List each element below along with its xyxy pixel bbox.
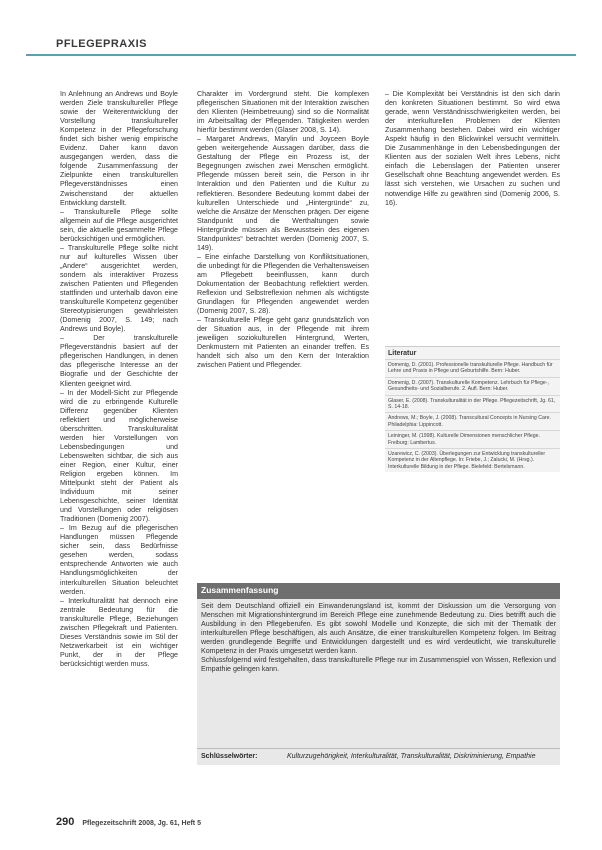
text-column-3 — [385, 90, 560, 208]
list-item: – Der transkulturelle Pflegeverständnis basiert auf der pflegerischen Handlungen, in denen das pflegerische Interesse an der Biografie und der Geschichte der Klienten geeignet wird. — [60, 334, 179, 388]
page-footer — [56, 816, 201, 828]
keywords-label: Schlüsselwörter: — [201, 753, 258, 760]
list-item: – Transkulturelle Pflege sollte nicht nur auf kulturelles Wissen über „Andere“ ausgerichtet werden, sondern als interaktiver Prozess zwischen Patienten und Pflegenden stattfinden und unterhalb davon eine transkulturelle Kompetenz gegenüber Stereotypisierungen gewährleisten (Domenig 2007, S. 149; nach Andrews und Boyle). — [60, 243, 178, 334]
list-item: – Interkulturalität hat dennoch eine zentrale Bedeutung für die transkulturelle Pflege, Beziehungen zwischen Pflegekraft und Patienten. Dieses Verständnis sowie im Stil der Netzwerkarbeit ist ein wichtiger Punkt, der in der Pflege berücksichtigt werden muss. — [60, 596, 178, 668]
list-item-text: Die Komplexität bei Verständnis ist den sich darin den konkreten Situationen bestimmt. So wird etwa gerade, wenn Verständnisschwierigkeiten werden, bei der interkulturellen Problemen der Klienten Zusammenhang bestehen. Dabei wird ein wichtiger Aspekt häufig in den Blickwinkel versucht vermitteln. Die Zusammenhänge in den Lebensbedingungen der Klienten aus der sozialen Welt ihres Lebens, nicht einfach die Lebenslagen der Patienten unserer Gesellschaft ohne Beachtung angewendet werden. Es lässt sich verstehen, wie Ursachen zu suchen und notwendige Hilfe zu gewähren sind (Domenig 2006, S. 16). — [385, 90, 561, 207]
text-column-2 — [197, 90, 369, 370]
keywords-row — [197, 748, 560, 761]
list-item: – Im Bezug auf die pflegerischen Handlungen müssen Pflegende sicher sein, dass Bedürfnisse gesehen werden, sodass entsprechende Antworten wie auch Handlungsmöglichkeiten der interkulturellen Situation beleuchtet werden. — [60, 524, 178, 596]
paragraph: In Anlehnung an Andrews und Boyle werden Ziele transkultureller Pflege sowie der Weiterentwicklung der Vorstellung transkultureller Kompetenz in der Pflegeforschung findet sich bisher wenig empirische Evidenz. Daher kann davon ausgegangen werden, dass die folgende Zusammenfassung der Zielpunkte einen transkulturellen Pflegeverständnisses einen Zwischenstand der aktuellen Entwicklung darstellt. — [60, 90, 178, 207]
journal-source: Pflegezeitschrift 2008, Jg. 61, Heft 5 — [82, 820, 201, 827]
literature-title: Literatur — [388, 350, 417, 357]
list-item-text: Transkulturelle Pflege sollte allgemein auf die Pflege ausgerichtet sein, die aktuelle gesammelte Pflege berücksichtigen und ermöglichen. — [60, 207, 178, 243]
list-item-text: In der Modell-Sicht zur Pflegende wird die zu erbringende Kulturelle Differenz gegenüber Klienten reflektiert und möglicherweise überschritten. Transkulturalität werden hier Vorstellungen von Lebensbedingungen und Lebenswelten sichtbar, die sich aus einer Region, einer Kultur, einer Religion ergeben können. Im Mittelpunkt steht der Patient als Individuum mit seiner Lebensgeschichte, seiner Identität und Vorstellungen oder religiösen Traditionen (Domenig 2007). — [60, 388, 178, 524]
list-item-text: Transkulturelle Pflege geht ganz grundsätzlich von der Situation aus, in der Pflegende mit ihrem jeweiligen soziokulturellen Hintergrund, Werten, Denkmustern mit Patienten an einander treffen. Es handelt sich also um den Kern der Interaktion zwischen Patient und Pflegender. — [197, 316, 369, 370]
list-item-text: Eine einfache Darstellung von Konfliktsituationen, die unbedingt für die Pflegenden die Verhaltensweisen am Pflegebett beeinflussen, kann durch Dokumentation der Beobachtung reflektiert werden. Reflexion und Selbstreflexion nehmen als wichtigste Grundlagen für Pflegenden angewendet werden (Domenig 2007, S. 28). — [197, 252, 369, 316]
list-item-text: Transkulturelle Pflege sollte nicht nur auf kulturelles Wissen über „Andere“ ausgerichtet werden, sondern als interaktiver Prozess zwischen Patienten und Pflegenden stattfinden und unterhalb davon eine transkulturelle Kompetenz gegenüber Stereotypisierungen gewährleisten (Domenig 2007, S. 149; nach Andrews und Boyle). — [60, 243, 178, 334]
paragraph: Charakter im Vordergrund steht. Die komplexen pflegerischen Situationen mit der Interaktion zwischen den Klienten (Heimbetreuung) sind so die Normalität im Arbeitsalltag der Pflegenden. Tätigkeiten werden hierfür bestimmt werden (Glaser 2008, S. 14). — [197, 90, 369, 135]
literature-entry: Domenig, D. (2001). Professionelle transkulturelle Pflege. Handbuch für Lehre und Praxis in Pflege und Geburtshilfe. Bern: Huber. — [385, 359, 560, 377]
keywords-text: Kulturzugehörigkeit, Interkulturalität, Transkulturalität, Diskriminierung, Empathie — [287, 753, 536, 760]
page-number: 290 — [56, 816, 75, 828]
summary-title: Zusammenfassung — [197, 583, 560, 599]
summary-paragraph: Schlussfolgernd wird festgehalten, dass transkulturelle Pflege nur im Zusammenspiel von Wissen, Reflexion und Empathie gelingen kann. — [201, 656, 556, 674]
literature-entry: Uzarewicz, C. (2003). Überlegungen zur Entwicklung transkultureller Kompetenz in der Altenpflege. In: Friebe, J.; Zalucki, M. (Hrsg.). Interkulturelle Bildung in der Pflege. Bielefeld: Bertelsmann. — [385, 448, 560, 472]
list-item: – Transkulturelle Pflege geht ganz grundsätzlich von der Situation aus, in der Pflegende mit ihrem jeweiligen soziokulturellen Hintergrund, Werten, Denkmustern mit Patienten an einander treffen. Es handelt sich also um den Kern der Interaktion zwischen Patient und Pflegender. — [197, 316, 369, 370]
literature-box — [385, 346, 560, 472]
summary-box — [197, 583, 560, 765]
literature-entry: Glaser, E. (2008). Transkulturalität in der Pflege. Pflegezeitschrift, Jg. 61, S. 14-18. — [385, 395, 560, 413]
list-item: – Die Komplexität bei Verständnis ist den sich darin den konkreten Situationen bestimmt. So wird etwa gerade, wenn Verständnisschwierigkeiten werden, bei der interkulturellen Problemen der Klienten Zusammenhang bestehen. Dabei wird ein wichtiger Aspekt häufig in den Blickwinkel versucht vermitteln. Die Zusammenhänge in den Lebensbedingungen der Klienten aus der sozialen Welt ihres Lebens, nicht einfach die Lebenslagen der Patienten unserer Gesellschaft ohne Beachtung angewendet werden. Es lässt sich verstehen, wie Ursachen zu suchen und notwendige Hilfe zu gewähren sind (Domenig 2006, S. 16). — [385, 90, 561, 207]
list-item: – Eine einfache Darstellung von Konfliktsituationen, die unbedingt für die Pflegenden die Verhaltensweisen am Pflegebett beeinflussen, kann durch Dokumentation der Beobachtung reflektiert werden. Reflexion und Selbstreflexion nehmen als wichtigste Grundlagen für Pflegenden angewendet werden (Domenig 2007, S. 28). — [197, 252, 369, 316]
section-title: PFLEGEPRAXIS — [56, 38, 147, 50]
list-item: – In der Modell-Sicht zur Pflegende wird die zu erbringende Kulturelle Differenz gegenüber Klienten reflektiert und möglicherweise überschritten. Transkulturalität werden hier Vorstellungen von Lebensbedingungen und Lebenswelten sichtbar, die sich aus einer Region, einer Kultur, einer Religion ergeben können. Im Mittelpunkt steht der Patient als Individuum mit seiner Lebensgeschichte, seiner Identität und Vorstellungen oder religiösen Traditionen (Domenig 2007). — [60, 388, 178, 524]
summary-body — [197, 599, 560, 677]
list-item-text: Im Bezug auf die pflegerischen Handlungen müssen Pflegende sicher sein, dass Bedürfnisse gesehen werden, sodass entsprechende Antworten wie auch Handlungsmöglichkeiten der interkulturellen Situation beleuchtet werden. — [60, 524, 178, 596]
header-rule — [26, 54, 576, 56]
literature-entry: Leininger, M. (1998). Kulturelle Dimensionen menschlicher Pflege. Freiburg: Lambertus. — [385, 430, 560, 448]
page-header — [0, 14, 602, 54]
list-item: – Margaret Andrews, Marylin und Joyceen Boyle geben weitergehende Aussagen darüber, dass die Gestaltung der Pflege ein Prozess ist, der Begegnungen zwischen zwei Menschen ermöglicht. Pflegende müssen bereit sein, die Person in ihr Interaktion und den Patienten und die Kultur zu reflektieren. Besondere Bedeutung kommt dabei der kulturellen Unterschiede und „Hintergründe“ zu, welche die Ansätze der Menschen prägen. Der eigene Standpunkt und die Werthaltungen sowie Hintergründe müssen als Bewusstsein des eigenen Standpunktes“ betrachtet werden (Domenig 2007, S. 149). — [197, 135, 369, 252]
list-item-text: Der transkulturelle Pflegeverständnis basiert auf der pflegerischen Handlungen, in denen das pflegerische Interesse an der Biografie und der Geschichte der Klienten geeignet wird. — [60, 334, 179, 388]
list-item-text: Margaret Andrews, Marylin und Joyceen Boyle geben weitergehende Aussagen darüber, dass die Gestaltung der Pflege ein Prozess ist, der Begegnungen zwischen zwei Menschen ermöglicht. Pflegende müssen bereit sein, die Person in ihr Interaktion und den Patienten und die Kultur zu reflektieren. Besondere Bedeutung kommt dabei der kulturellen Unterschiede und „Hintergründe“ zu, welche die Ansätze der Menschen prägen. Der eigene Standpunkt und die Werthaltungen sowie Hintergründe müssen als Bewusstsein des eigenen Standpunktes“ betrachtet werden (Domenig 2007, S. 149). — [197, 135, 369, 252]
summary-paragraph: Seit dem Deutschland offiziell ein Einwanderungsland ist, kommt der Diskussion um die Versorgung von Menschen mit Migrationshintergrund im Bereich Pflege eine zunehmende Bedeutung zu. Dies betrifft auch die Ausbildung in den Pflegeberufen. Es gibt sowohl Modelle und Konzepte, die sich mit der Thematik der interkulturellen Pflege beschäftigen, als auch Ansätze, die einer transkulturellen Kompetenz folgen. Im Beitrag werden grundlegende Begriffe und Entwicklungen dargestellt und es wird verdeutlicht, wie transkulturelle Kompetenz in der Praxis umgesetzt werden kann. — [201, 602, 556, 656]
list-item: – Transkulturelle Pflege sollte allgemein auf die Pflege ausgerichtet sein, die aktuelle gesammelte Pflege berücksichtigen und ermöglichen. — [60, 207, 178, 243]
text-column-1 — [60, 90, 178, 669]
list-item-text: Interkulturalität hat dennoch eine zentrale Bedeutung für die transkulturelle Pflege, Beziehungen zwischen Pflegekraft und Patienten. Dieses Verständnis sowie im Stil der Netzwerkarbeit ist ein wichtiger Punkt, der in der Pflege berücksichtigt werden muss. — [60, 596, 178, 668]
literature-entry: Andrews, M.; Boyle, J. (2008). Transcultural Concepts in Nursing Care. Philadelphia: Lippincott. — [385, 412, 560, 430]
literature-entry: Domenig, D. (2007). Transkulturelle Kompetenz. Lehrbuch für Pflege-, Gesundheits- und Sozialberufe. 2. Aufl. Bern: Huber. — [385, 377, 560, 395]
